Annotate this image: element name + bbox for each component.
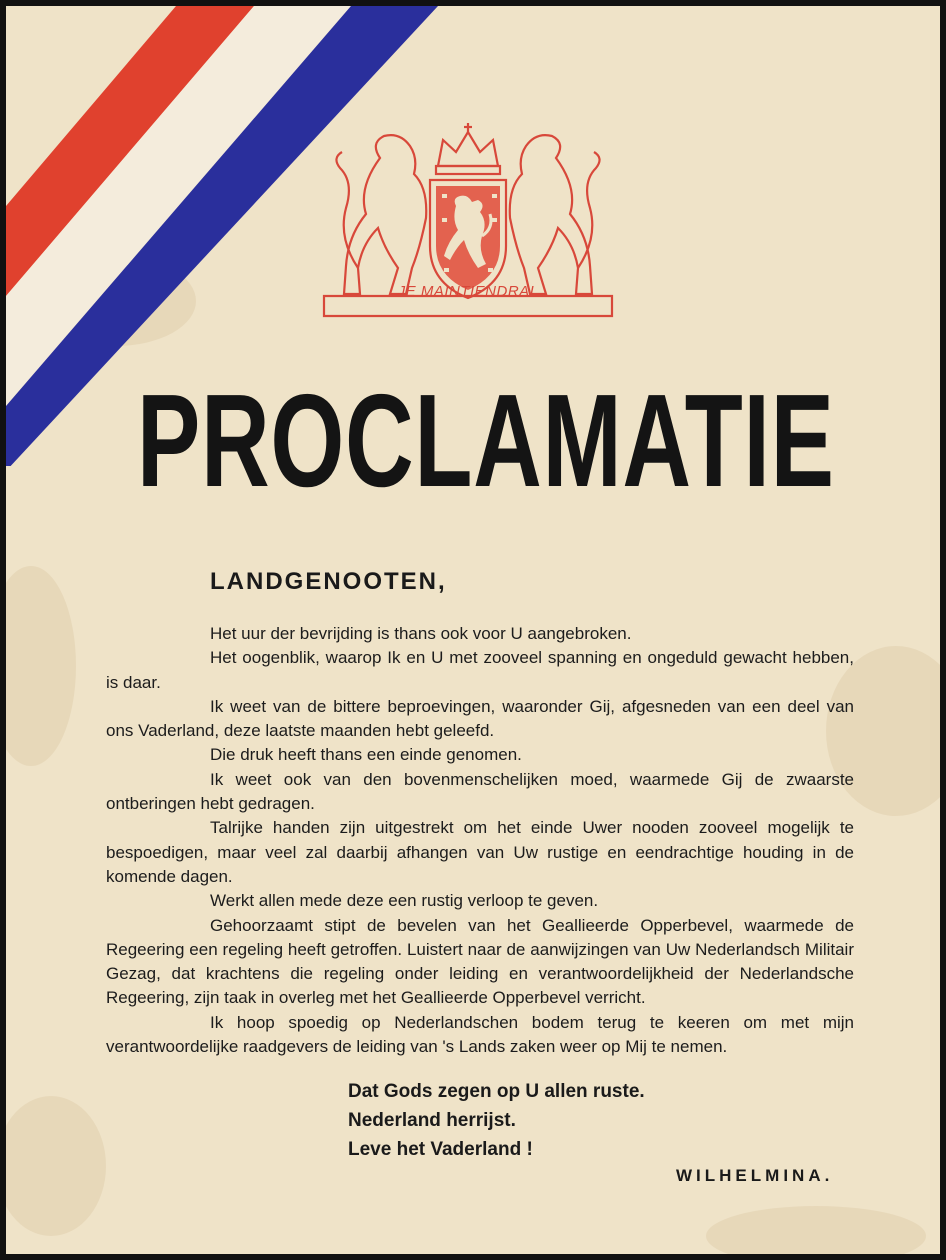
- page-title: PROCLAMATIE: [136, 367, 835, 514]
- paper-stain: [706, 1206, 926, 1254]
- paragraph: Die druk heeft thans een einde genomen.: [210, 745, 522, 765]
- paragraph: Ik hoop spoedig op Nederlandschen bodem terug te keeren om met mijn verantwoordelijke raadgevers de leiding van 's Lands zaken weer op Mij te nemen.: [106, 1012, 854, 1057]
- paragraph: Werkt allen mede deze een rustig verloop te geven.: [210, 891, 599, 911]
- paragraph: Ik weet ook van den bovenmenschelijken moed, waarmede Gij de zwaarste ontberingen hebt gedragen.: [106, 769, 854, 814]
- paragraph: Het uur der bevrijding is thans ook voor U aangebroken.: [210, 624, 632, 643]
- paragraph: Ik weet van de bittere beproevingen, waaronder Gij, afgesneden van een deel van ons Vaderland, deze laatste maanden hebt geleefd.: [106, 696, 854, 741]
- proclamation-poster: [6, 6, 940, 1254]
- paper-stain: [6, 1096, 106, 1236]
- salutation: LANDGENOOTEN,: [210, 568, 447, 595]
- motto-text: JE MAINTIENDRAI: [397, 283, 535, 300]
- closing-lines: [348, 1077, 645, 1164]
- closing-line: Leve het Vaderland !: [348, 1139, 533, 1160]
- closing-line: Nederland herrijst.: [348, 1110, 516, 1131]
- paragraph: Het oogenblik, waarop Ik en U met zooveel spanning en ongeduld gewacht hebben, is daar.: [106, 648, 854, 692]
- closing-line: Dat Gods zegen op U allen ruste.: [348, 1081, 645, 1102]
- paper-stain: [6, 566, 76, 766]
- paragraph: Gehoorzaamt stipt de bevelen van het Geallieerde Opperbevel, waarmede de Regeering een regeling heeft getroffen. Luistert naar de aanwijzingen van Uw Nederlandsch Militair Gezag, dat krachtens die regeling onder leiding en verantwoordelijkheid der Nederlandsche Regeering, zijn taak in overleg met het Geallieerde Opperbevel verricht.: [106, 915, 854, 1008]
- paragraph: Talrijke handen zijn uitgestrekt om het einde Uwer nooden zooveel mogelijk te bespoedigen, maar veel zal daarbij afhangen van Uw rustige en eendrachtige houding in de komende dagen.: [106, 818, 854, 886]
- proclamation-body: [106, 622, 854, 1059]
- signature: WILHELMINA.: [676, 1166, 834, 1185]
